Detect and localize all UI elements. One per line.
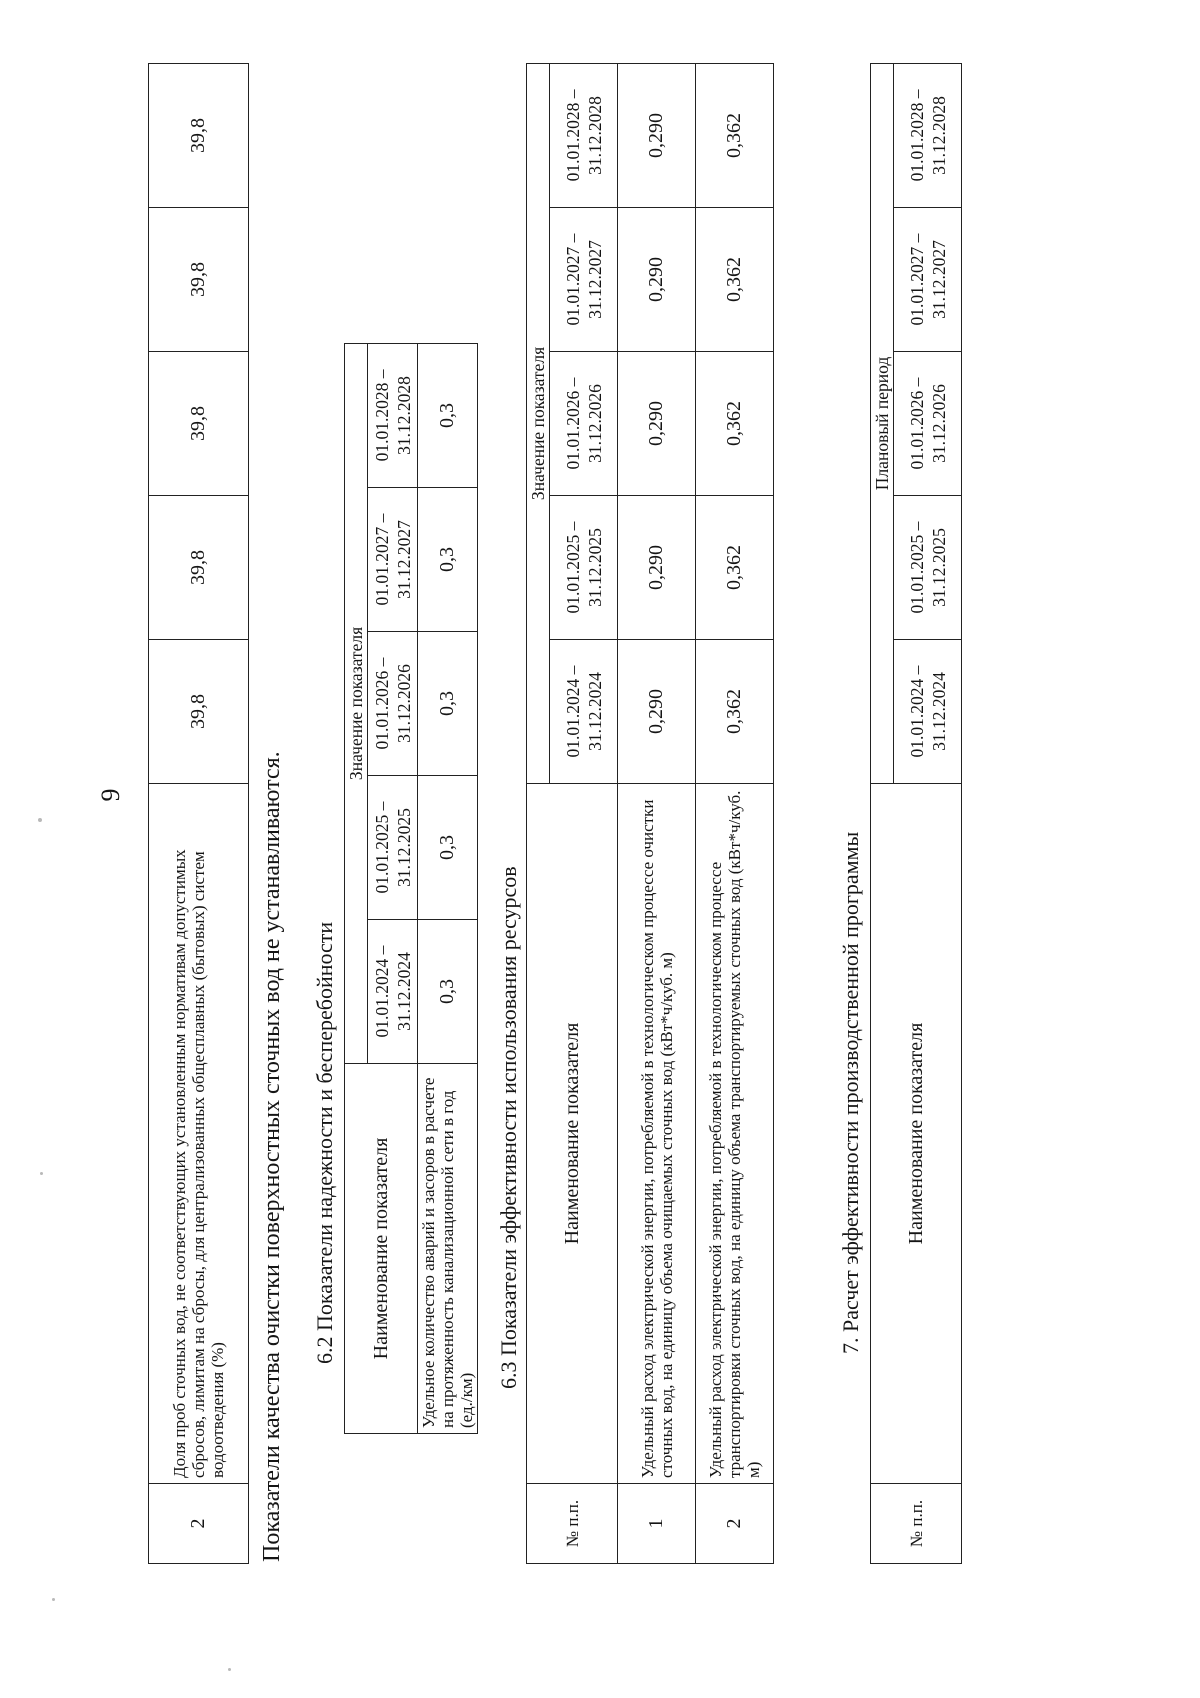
row-number: 2	[149, 1484, 249, 1564]
period-header: 01.01.2024 – 31.12.2024	[368, 920, 418, 1064]
period-header: 01.01.2026 – 31.12.2026	[368, 632, 418, 776]
period-header: 01.01.2027 – 31.12.2027	[368, 488, 418, 632]
period-header: 01.01.2025 – 31.12.2025	[550, 496, 618, 640]
indicator-value: 0,3	[418, 632, 478, 776]
indicator-value: 39,8	[149, 64, 249, 208]
indicator-value: 0,3	[418, 776, 478, 920]
indicator-value: 0,362	[696, 63, 774, 207]
continued-table	[148, 63, 249, 1564]
scan-speck	[40, 1172, 43, 1175]
rotated-page-content	[148, 64, 1028, 1564]
period-header: 01.01.2028 – 31.12.2028	[550, 63, 618, 207]
continued-table-block	[148, 63, 249, 1564]
surface-water-note: Показатели качества очистки поверхностных сточных вод не устанавливаются.	[259, 751, 285, 1562]
indicator-value: 0,362	[696, 208, 774, 352]
indicator-value: 39,8	[149, 208, 249, 352]
indicator-value: 0,3	[418, 488, 478, 632]
scan-speck	[38, 818, 42, 822]
section-7-heading: 7. Расчет эффективности производственной программы	[838, 831, 863, 1354]
period-header: 01.01.2026 – 31.12.2026	[894, 352, 962, 496]
section-6-2-table-block	[344, 343, 478, 1434]
number-column-header: № п.п.	[527, 1484, 618, 1564]
indicator-name: Удельное количество аварий и засоров в расчете на протяженность канализационной сети в год (ед./км)	[418, 1064, 478, 1434]
table-row	[149, 64, 249, 1564]
indicator-value: 0,290	[618, 496, 696, 640]
indicator-value: 0,3	[418, 343, 478, 487]
indicator-name: Удельный расход электрической энергии, потребляемой в технологическом процессе транспортировки сточных вод, на единицу объема транспортируемых сточных вод (кВт*ч/куб. м)	[696, 784, 774, 1484]
indicator-value: 0,290	[618, 63, 696, 207]
indicator-value: 0,3	[418, 920, 478, 1064]
table-row	[696, 63, 774, 1563]
period-header: 01.01.2024 – 31.12.2024	[550, 640, 618, 784]
table-header-row	[871, 63, 894, 1563]
indicator-value: 0,290	[618, 640, 696, 784]
period-header: 01.01.2028 – 31.12.2028	[368, 343, 418, 487]
page-number: 9	[96, 788, 125, 802]
indicator-name: Доля проб сточных вод, не соответствующих установленным нормативам допустимых сбросов, лимитам на сбросы, для централизованных общесплавных (бытовых) систем водоотведения (%)	[149, 784, 249, 1484]
indicator-value: 0,362	[696, 496, 774, 640]
row-number: 1	[618, 1484, 696, 1564]
name-column-header: Наименование показателя	[871, 784, 962, 1484]
period-header: 01.01.2024 – 31.12.2024	[894, 640, 962, 784]
period-header: 01.01.2027 – 31.12.2027	[894, 208, 962, 352]
program-efficiency-table	[870, 63, 962, 1564]
indicator-value: 39,8	[149, 352, 249, 496]
section-6-2-heading: 6.2 Показатели надежности и бесперебойности	[312, 921, 337, 1364]
period-header: 01.01.2025 – 31.12.2025	[368, 776, 418, 920]
name-column-header: Наименование показателя	[345, 1064, 418, 1434]
planned-period-header: Плановый период	[871, 63, 894, 783]
indicator-value: 0,290	[618, 352, 696, 496]
section-7-table-block	[870, 63, 962, 1564]
value-group-header: Значение показателя	[345, 343, 368, 1063]
table-row	[618, 63, 696, 1563]
period-header: 01.01.2028 – 31.12.2028	[894, 63, 962, 207]
name-column-header: Наименование показателя	[527, 784, 618, 1484]
reliability-table	[344, 343, 478, 1434]
indicator-value: 39,8	[149, 496, 249, 640]
resource-efficiency-table	[526, 63, 774, 1564]
row-number: 2	[696, 1484, 774, 1564]
period-header: 01.01.2026 – 31.12.2026	[550, 352, 618, 496]
table-header-row	[527, 63, 550, 1563]
section-6-3-heading: 6.3 Показатели эффективности использования ресурсов	[496, 866, 521, 1389]
indicator-value: 0,290	[618, 208, 696, 352]
table-header-row	[345, 343, 368, 1433]
value-group-header: Значение показателя	[527, 63, 550, 783]
period-header: 01.01.2025 – 31.12.2025	[894, 496, 962, 640]
indicator-value: 0,362	[696, 352, 774, 496]
section-6-3-table-block	[526, 63, 774, 1564]
scan-speck	[228, 1668, 231, 1671]
scan-speck	[52, 1598, 55, 1601]
table-row	[418, 343, 478, 1433]
indicator-value: 39,8	[149, 640, 249, 784]
indicator-name: Удельный расход электрической энергии, потребляемой в технологическом процессе очистки сточных вод, на единицу объема очищаемых сточных вод (кВт*ч/куб. м)	[618, 784, 696, 1484]
period-header: 01.01.2027 – 31.12.2027	[550, 208, 618, 352]
number-column-header: № п.п.	[871, 1484, 962, 1564]
indicator-value: 0,362	[696, 640, 774, 784]
